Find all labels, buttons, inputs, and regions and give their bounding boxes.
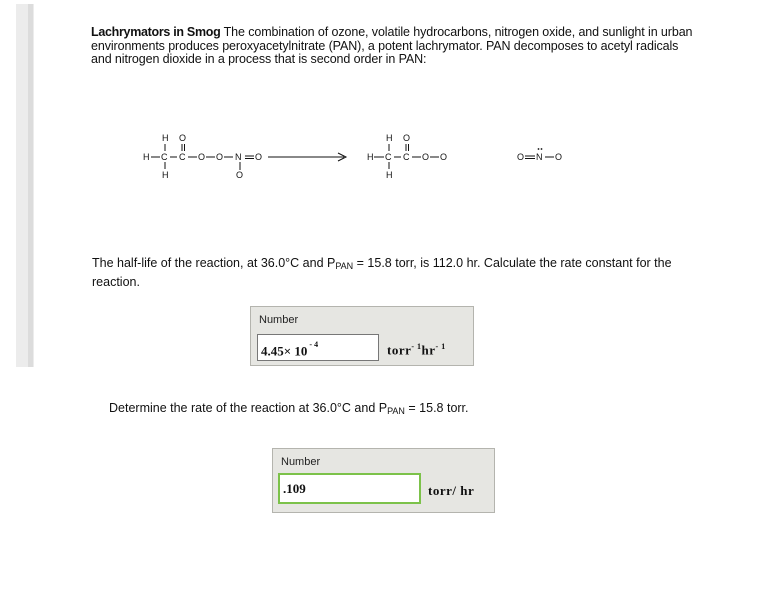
atom-label: N [536,152,543,162]
radical-dot [538,148,540,150]
atom-label: N [235,152,242,162]
question-1 [92,255,692,290]
atom-label: H [367,152,374,162]
atom-label: C [403,152,410,162]
question-2-subscript: PAN [387,406,405,416]
answer-1-unit-hr: hr [421,342,436,358]
atom-label: O [255,152,263,162]
answer-1-mantissa: 4.45× 10 [261,343,308,359]
atom-label: H [162,133,169,143]
answer-2-value: .109 [283,481,306,496]
atom-label: H [386,170,393,180]
answer-1-exponent: - 4 [307,340,319,349]
question-2 [109,401,469,416]
answer-box-2 [272,448,495,513]
problem-text: The combination of ozone, volatile hydrocarbons, nitrogen oxide, and sunlight in urban environments produces peroxyacetylnitrate (PAN), a potent lachrymator. PAN decomposes to acetyl radicals and nitrogen dioxide in a process that is second order in PAN: [91,25,693,66]
atom-label: H [162,170,169,180]
atom-label: H [143,152,150,162]
question-1-text-a: The half-life of the reaction, at 36.0°C and P [92,256,336,270]
question-1-text-b: = 15.8 torr, is 112.0 hr. Calculate the rate constant for the reaction. [92,256,672,289]
atom-label: C [179,152,186,162]
atom-label: C [385,152,392,162]
problem-title: Lachrymators in Smog [91,25,221,39]
atom-label: O [403,133,411,143]
answer-1-unit-torr: torr [387,342,412,358]
answer-2-unit: torr/ hr [428,483,475,498]
answer-2-input[interactable] [278,473,421,504]
atom-label: O [179,133,187,143]
problem-intro [91,26,701,67]
question-2-text-b: = 15.8 torr. [404,401,469,415]
radical-dot [541,148,543,150]
answer-1-input[interactable] [257,334,379,361]
atom-label: O [440,152,448,162]
atom-label: O [517,152,525,162]
atom-label: O [198,152,206,162]
left-margin-bar-inner [28,4,33,367]
atom-label: O [216,152,224,162]
answer-1-unit [387,342,446,358]
atom-label: O [236,170,244,180]
answer-1-label: Number [259,314,299,326]
answer-1-unit-hr-exp: - 1 [435,342,446,351]
answer-2-label: Number [281,456,321,468]
question-1-subscript: PAN [335,261,354,271]
atom-label: O [422,152,430,162]
atom-label: O [555,152,563,162]
answer-1-unit-torr-exp: - 1 [411,342,422,351]
answer-box-1 [250,306,474,366]
atom-label: H [386,133,393,143]
question-2-text-a: Determine the rate of the reaction at 36.0°C and P [109,401,388,415]
atom-label: C [161,152,168,162]
